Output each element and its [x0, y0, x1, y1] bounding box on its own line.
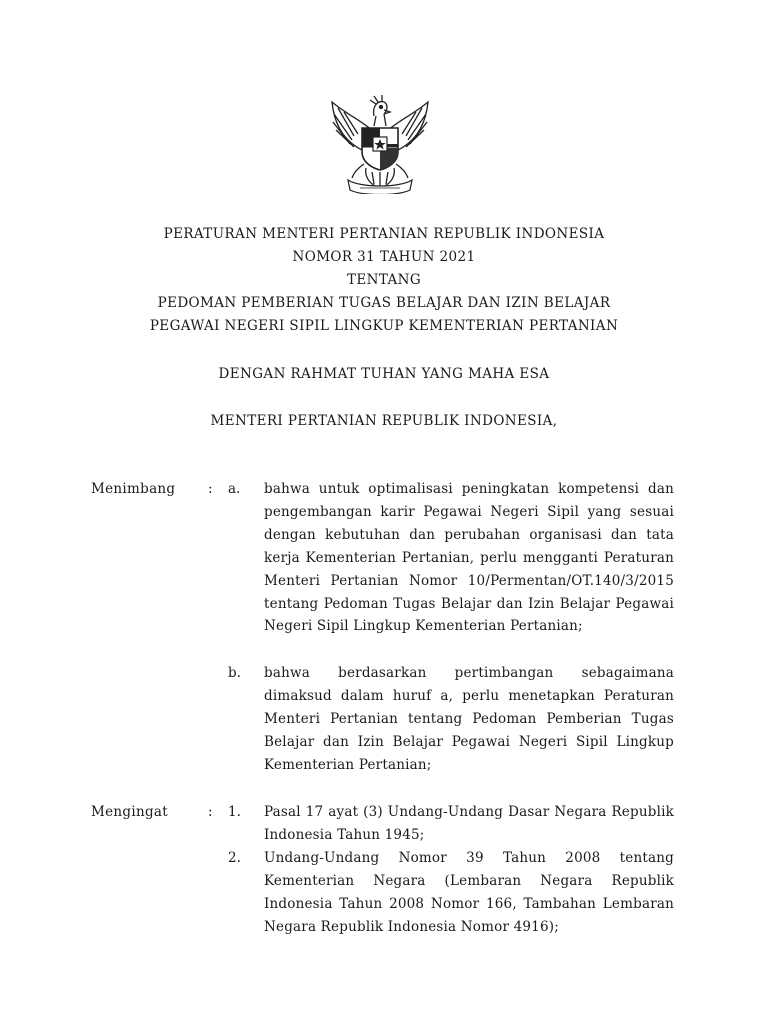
regulation-number: NOMOR 31 TAHUN 2021 — [292, 249, 476, 265]
menimbang-colon: : — [208, 481, 213, 497]
mengingat-item-2-text: Undang-Undang Nomor 39 Tahun 2008 tentang Kementerian Negara (Lembaran Negara Republik Indonesia Tahun 2008 Nomor 166, Tambahan Lembaran Negara Republik Indonesia Nomor 4916); — [264, 850, 674, 935]
menimbang-item-b-text: bahwa berdasarkan pertimbangan sebagaimana dimaksud dalam huruf a, perlu menetapkan Peraturan Menteri Pertanian tentang Pedoman Pemberian Tugas Belajar dan Izin Belajar Pegawai Negeri Sipil Lingkup Kementerian Pertanian; — [264, 665, 674, 773]
regulation-subject-line-1: PEDOMAN PEMBERIAN TUGAS BELAJAR DAN IZIN BELAJAR — [157, 295, 611, 311]
garuda-emblem-icon — [324, 92, 436, 194]
regulation-subject-line-2: PEGAWAI NEGERI SIPIL LINGKUP KEMENTERIAN PERTANIAN — [149, 318, 619, 334]
mengingat-item-2-marker: 2. — [228, 850, 241, 866]
menimbang-item-b-marker: b. — [228, 665, 241, 681]
menimbang-item-a-marker: a. — [228, 481, 241, 497]
mengingat-item-1-text: Pasal 17 ayat (3) Undang-Undang Dasar Negara Republik Indonesia Tahun 1945; — [264, 804, 674, 843]
menimbang-item-a-text: bahwa untuk optimalisasi peningkatan kompetensi dan pengembangan karir Pegawai Negeri Sipil yang sesuai dengan kebutuhan dan perubahan organisasi dan tata kerja Kementerian Pertanian, perlu mengganti Peraturan Menteri Pertanian Nomor 10/Permentan/OT.140/3/2015 tentang Pedoman Tugas Belajar dan Izin Belajar Pegawai Negeri Sipil Lingkup Kementerian Pertanian; — [264, 481, 674, 635]
mengingat-label: Mengingat — [91, 804, 168, 820]
regulation-title: PERATURAN MENTERI PERTANIAN REPUBLIK INDONESIA — [163, 226, 605, 242]
mengingat-colon: : — [208, 804, 213, 820]
menimbang-label: Menimbang — [91, 481, 176, 497]
blessing-line: DENGAN RAHMAT TUHAN YANG MAHA ESA — [218, 366, 550, 382]
mengingat-item-1-marker: 1. — [228, 804, 241, 820]
minister-line: MENTERI PERTANIAN REPUBLIK INDONESIA, — [210, 413, 558, 429]
regulation-about: TENTANG — [346, 272, 422, 288]
